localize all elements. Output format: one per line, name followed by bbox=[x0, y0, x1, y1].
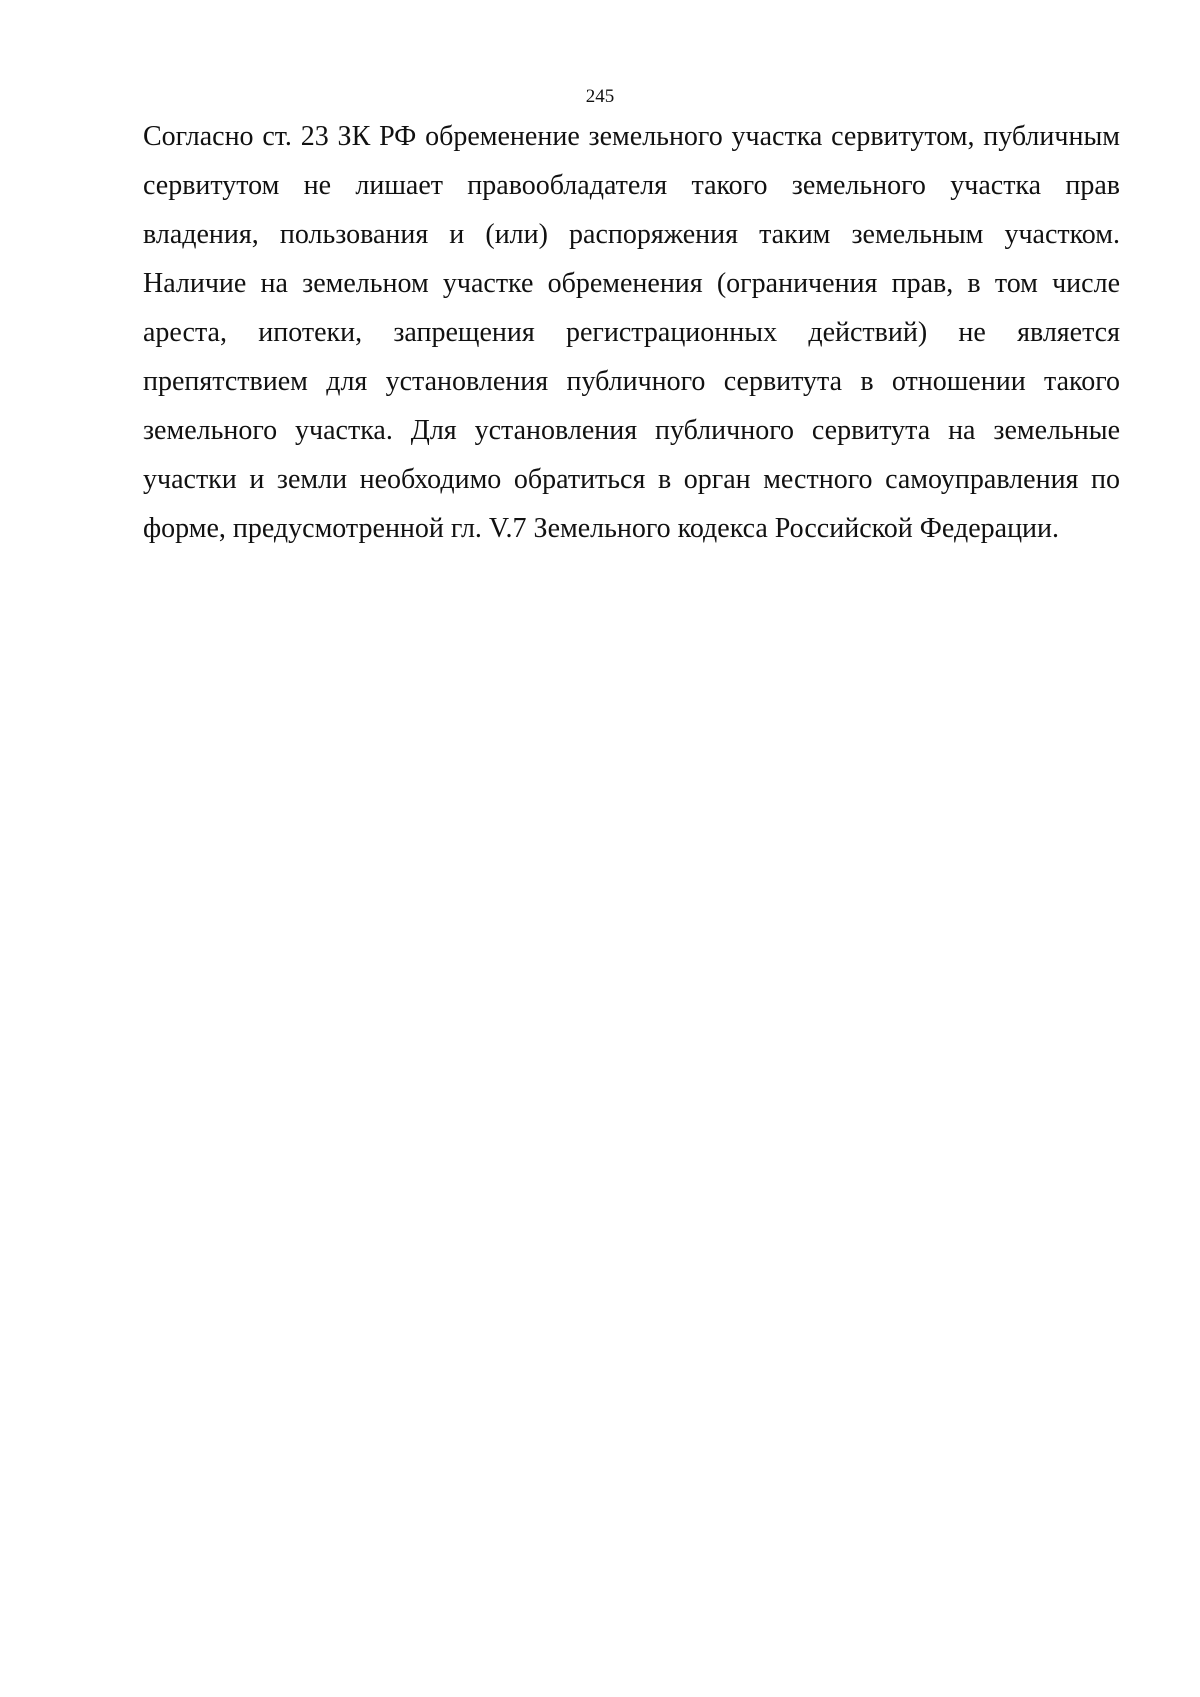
paragraph-line: ареста, ипотеки, запрещения регистрационных действий) не является bbox=[143, 317, 1120, 348]
paragraph-line: форме, предусмотренной гл. V.7 Земельного кодекса Российской Федерации. bbox=[143, 513, 1060, 544]
paragraph-line: земельного участка. Для установления публичного сервитута на земельные bbox=[143, 415, 1120, 446]
paragraph-line: Согласно ст. 23 ЗК РФ обременение земельного участка сервитутом, публичным bbox=[143, 121, 1120, 152]
paragraph-line: участки и земли необходимо обратиться в орган местного самоуправления по bbox=[143, 464, 1120, 495]
body-paragraph bbox=[143, 112, 1120, 553]
page-number: 245 bbox=[585, 86, 615, 107]
paragraph-line: владения, пользования и (или) распоряжения таким земельным участком. bbox=[143, 219, 1120, 250]
paragraph-line: Наличие на земельном участке обременения (ограничения прав, в том числе bbox=[143, 268, 1120, 299]
paragraph-line: сервитутом не лишает правообладателя такого земельного участка прав bbox=[143, 170, 1120, 201]
paragraph-line: препятствием для установления публичного сервитута в отношении такого bbox=[143, 366, 1120, 397]
